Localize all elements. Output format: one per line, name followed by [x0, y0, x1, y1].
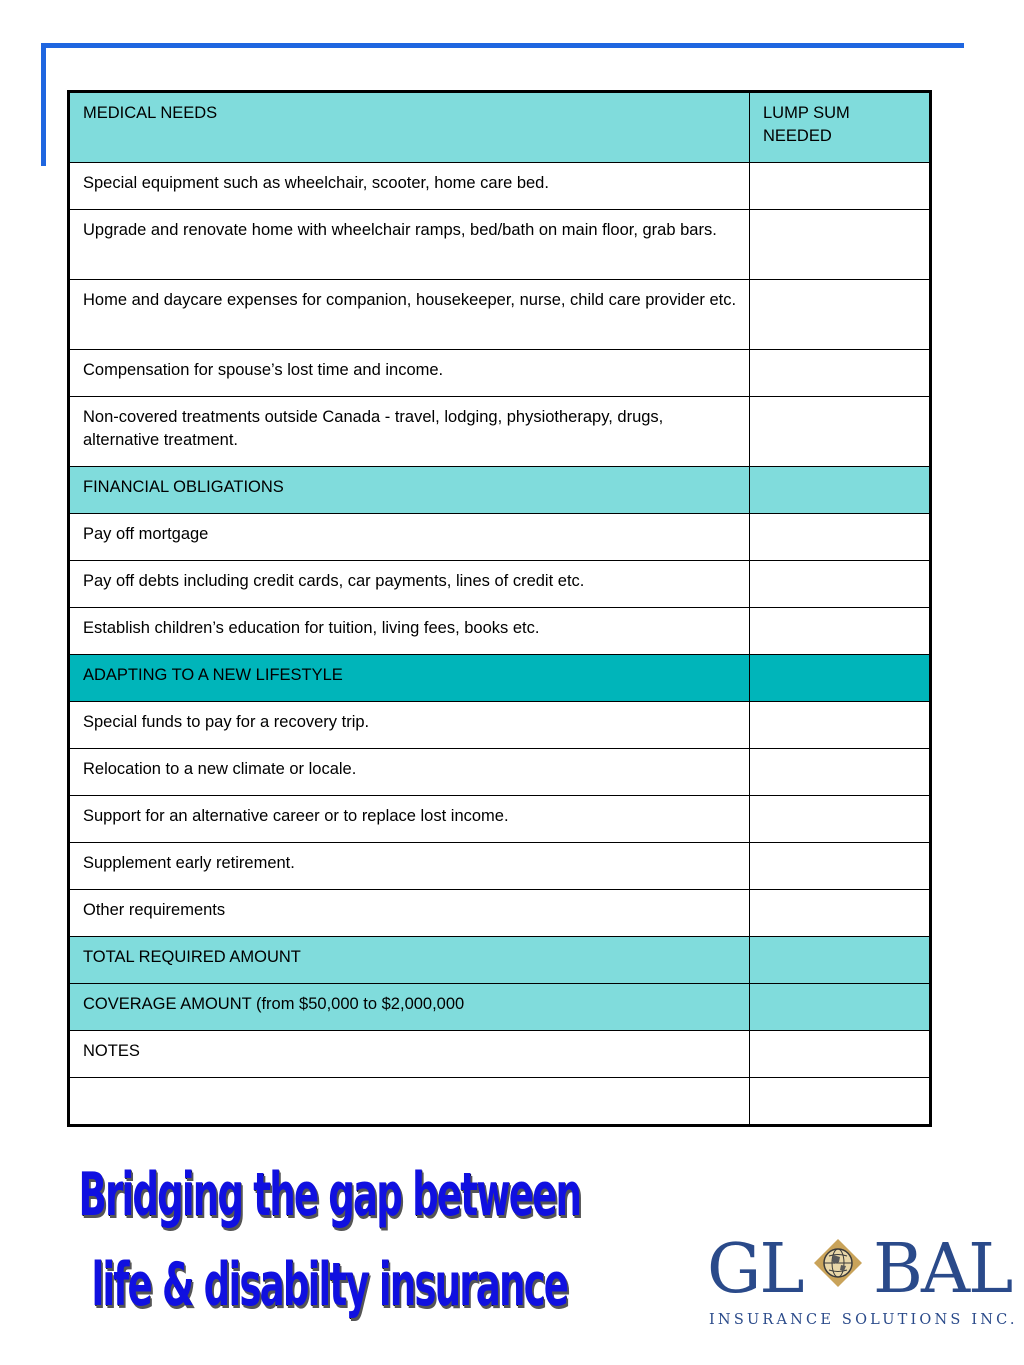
amount-cell[interactable] [750, 843, 931, 890]
amount-cell[interactable] [750, 796, 931, 843]
section-amount-cell [750, 655, 931, 702]
amount-cell[interactable] [750, 514, 931, 561]
amount-cell[interactable] [750, 749, 931, 796]
row-label: Compensation for spouse’s lost time and income. [69, 350, 750, 397]
row-label: Upgrade and renovate home with wheelchair ramps, bed/bath on main floor, grab bars. [69, 210, 750, 280]
table-row [69, 796, 931, 843]
coverage-row [69, 984, 931, 1031]
row-label: Pay off mortgage [69, 514, 750, 561]
needs-worksheet-table [67, 90, 932, 1127]
table-row [69, 702, 931, 749]
coverage-amount-cell[interactable] [750, 984, 931, 1031]
globe-diamond-icon [813, 1238, 863, 1288]
amount-cell[interactable] [750, 608, 931, 655]
table-row [69, 608, 931, 655]
row-label: Relocation to a new climate or locale. [69, 749, 750, 796]
notes-label: NOTES [69, 1031, 750, 1078]
row-label: Special equipment such as wheelchair, scooter, home care bed. [69, 163, 750, 210]
section-amount-cell [750, 467, 931, 514]
frame-top-line [41, 43, 964, 48]
table-row [69, 843, 931, 890]
headline-line-2: life & disabilty insurance [91, 1250, 568, 1320]
table-row [69, 514, 931, 561]
row-label: Establish children’s education for tuition, living fees, books etc. [69, 608, 750, 655]
total-amount-cell[interactable] [750, 937, 931, 984]
row-label: Other requirements [69, 890, 750, 937]
row-label: Supplement early retirement. [69, 843, 750, 890]
logo-text-left: GL [707, 1230, 803, 1309]
section-header-row [69, 467, 931, 514]
logo-subtitle: INSURANCE SOLUTIONS INC. [709, 1312, 1018, 1328]
amount-cell[interactable] [750, 210, 931, 280]
row-label: Pay off debts including credit cards, car payments, lines of credit etc. [69, 561, 750, 608]
header-medical-needs: MEDICAL NEEDS [69, 92, 750, 163]
amount-cell[interactable] [750, 350, 931, 397]
notes-row [69, 1031, 931, 1078]
amount-cell[interactable] [750, 702, 931, 749]
new-lifestyle-header: ADAPTING TO A NEW LIFESTYLE [69, 655, 750, 702]
coverage-amount-label: COVERAGE AMOUNT (from $50,000 to $2,000,000 [69, 984, 750, 1031]
notes-text-cell[interactable] [69, 1078, 750, 1126]
blank-amount-cell[interactable] [750, 1078, 931, 1126]
notes-amount-cell[interactable] [750, 1031, 931, 1078]
amount-cell[interactable] [750, 561, 931, 608]
global-insurance-logo [707, 1230, 1018, 1340]
table-row [69, 280, 931, 350]
amount-cell[interactable] [750, 163, 931, 210]
table-row [69, 397, 931, 467]
table-row [69, 210, 931, 280]
row-label: Support for an alternative career or to replace lost income. [69, 796, 750, 843]
table-row [69, 350, 931, 397]
row-label: Home and daycare expenses for companion, housekeeper, nurse, child care provider etc. [69, 280, 750, 350]
section-header-row [69, 655, 931, 702]
row-label: Non-covered treatments outside Canada - travel, lodging, physiotherapy, drugs, alternative treatment. [69, 397, 750, 467]
total-row [69, 937, 931, 984]
table-row [69, 163, 931, 210]
financial-obligations-header: FINANCIAL OBLIGATIONS [69, 467, 750, 514]
row-label: Special funds to pay for a recovery trip. [69, 702, 750, 749]
headline [10, 1150, 649, 1330]
blank-row [69, 1078, 931, 1126]
total-required-label: TOTAL REQUIRED AMOUNT [69, 937, 750, 984]
table-header-row [69, 92, 931, 163]
amount-cell[interactable] [750, 280, 931, 350]
header-lump-sum: LUMP SUM NEEDED [750, 92, 931, 163]
table-row [69, 890, 931, 937]
headline-line-1: Bridging the gap between [78, 1160, 581, 1230]
amount-cell[interactable] [750, 397, 931, 467]
frame-left-line [41, 43, 46, 166]
table-row [69, 749, 931, 796]
table-row [69, 561, 931, 608]
logo-text-right: BAL [873, 1230, 1012, 1309]
amount-cell[interactable] [750, 890, 931, 937]
